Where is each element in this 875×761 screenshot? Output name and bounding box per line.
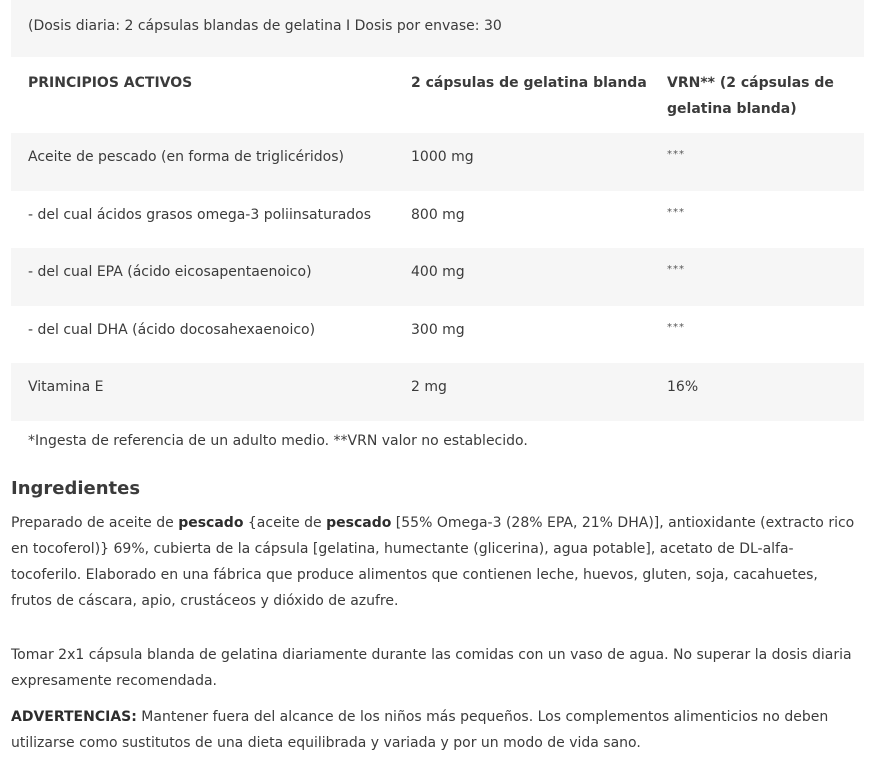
warnings-text (11, 704, 861, 756)
ingredients-allergen: pescado (326, 515, 392, 531)
ingredients-heading: Ingredientes (11, 478, 141, 499)
nutrition-table (11, 0, 864, 463)
table-footnote: *Ingesta de referencia de un adulto medio. **VRN valor no establecido. (28, 432, 528, 449)
ingredients-part: [55% Omega-3 (28% EPA, 21% DHA)], antioxidante (extracto rico en tocoferol)} 69%, cubierta de la cápsula [gelatina, humectante (glicerina), agua potable], acetato de DL-alfa-tocoferilo. Elaborado en una fábrica que produce alimentos que contienen leche, huevos, gluten, soja, cacahuetes, frutos de cáscara, apio, crustáceos y dióxido de azufre. (11, 515, 855, 609)
row-vrn: *** (667, 206, 685, 218)
row-name: - del cual DHA (ácido docosahexaenoico) (28, 321, 316, 338)
row-amount: 800 mg (411, 206, 465, 223)
table-row (11, 248, 864, 306)
warnings-label: ADVERTENCIAS: (11, 709, 137, 725)
row-name: Vitamina E (28, 379, 104, 396)
warnings-body: Mantener fuera del alcance de los niños más pequeños. Los complementos alimenticios no deben utilizarse como sustitutos de una dieta equilibrada y variada y por un modo de vida sano. (11, 709, 829, 751)
header-vrn: VRN** (2 cápsulas de gelatina blanda) (667, 75, 834, 117)
row-name: Aceite de pescado (en forma de triglicéridos) (28, 149, 344, 165)
row-amount: 1000 mg (411, 149, 474, 165)
table-row (11, 133, 864, 191)
row-vrn: *** (667, 264, 685, 276)
header-active-principles: PRINCIPIOS ACTIVOS (28, 75, 193, 91)
row-vrn: 16% (667, 379, 699, 396)
row-vrn: *** (667, 149, 685, 160)
table-row (11, 306, 864, 364)
table-row (11, 363, 864, 421)
dose-row (11, 0, 864, 57)
table-footnote-row (11, 421, 864, 463)
row-name: - del cual ácidos grasos omega-3 poliinsaturados (28, 206, 372, 223)
row-amount: 300 mg (411, 321, 465, 338)
ingredients-part: Preparado de aceite de (11, 515, 179, 531)
ingredients-allergen: pescado (178, 515, 244, 531)
row-name: - del cual EPA (ácido eicosapentaenoico) (28, 264, 312, 281)
header-amount: 2 cápsulas de gelatina blanda (411, 75, 647, 91)
directions-text: Tomar 2x1 cápsula blanda de gelatina diariamente durante las comidas con un vaso de agua. No superar la dosis diaria expresamente recomendada. (11, 647, 852, 689)
row-amount: 2 mg (411, 379, 447, 396)
row-amount: 400 mg (411, 264, 465, 281)
dose-info: (Dosis diaria: 2 cápsulas blandas de gelatina I Dosis por envase: 30 (28, 18, 502, 34)
ingredients-text (11, 510, 861, 614)
table-row (11, 191, 864, 249)
row-vrn: *** (667, 321, 685, 333)
table-header-row (11, 57, 864, 133)
ingredients-part: {aceite de (243, 515, 327, 531)
